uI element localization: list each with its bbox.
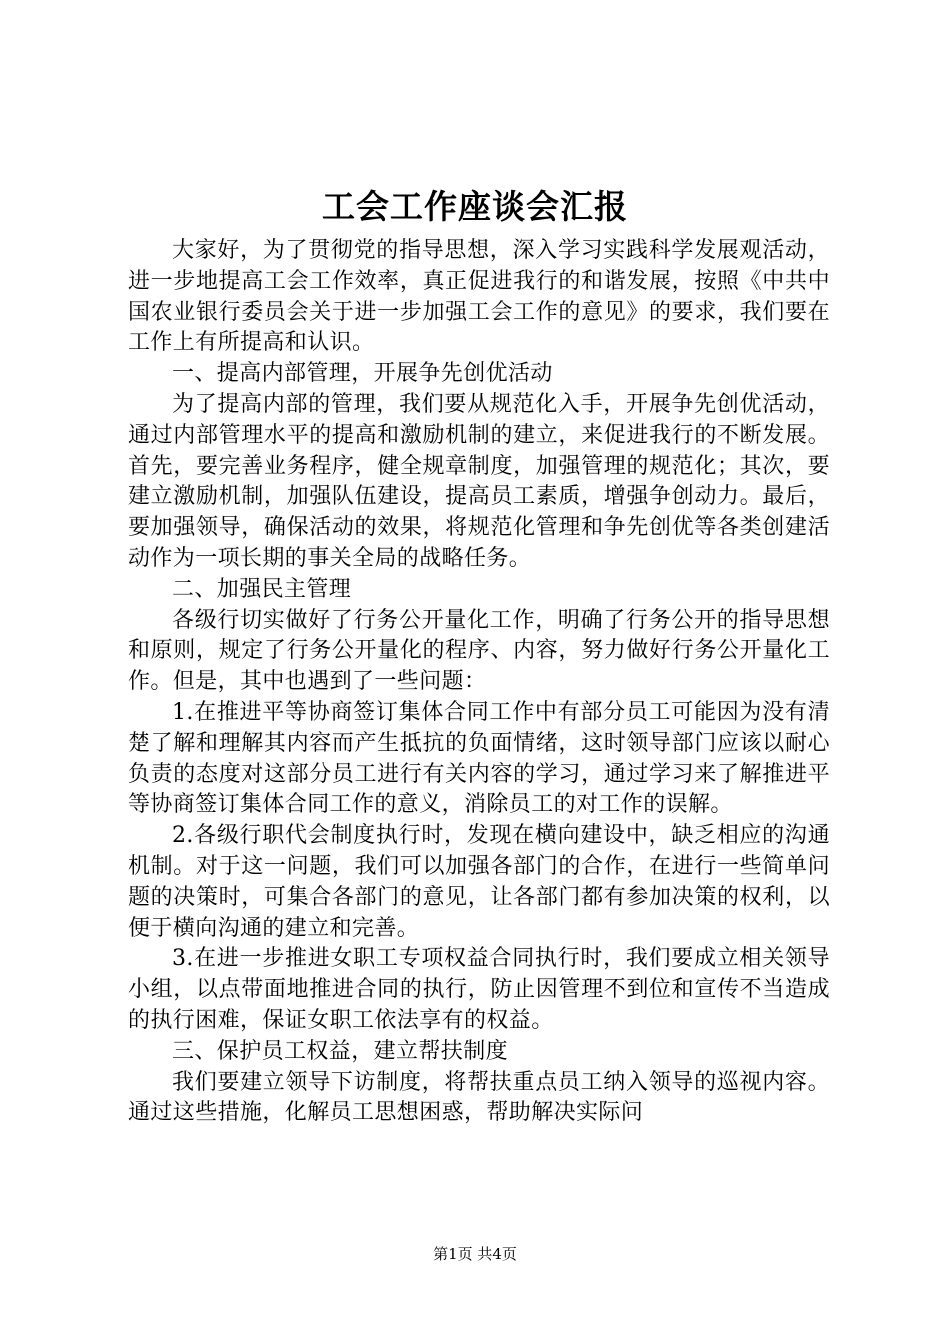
section-2-paragraph: 各级行切实做好了行务公开量化工作，明确了行务公开的指导思想和原则，规定了行务公开量化的程序、内容，努力做好行务公开量化工作。但是，其中也遇到了一些问题：: [128, 607, 830, 695]
document-title: 工会工作座谈会汇报: [322, 187, 628, 226]
section-2-item-2: 2.各级行职代会制度执行时，发现在横向建设中，缺乏相应的沟通机制。对于这一问题，我们可以加强各部门的合作，在进行一些简单问题的决策时，可集合各部门的意见，让各部门都有参加决策的权利，以便于横向沟通的建立和完善。: [128, 823, 830, 941]
intro-paragraph: 大家好，为了贯彻党的指导思想，深入学习实践科学发展观活动，进一步地提高工会工作效率，真正促进我行的和谐发展，按照《中共中国农业银行委员会关于进一步加强工会工作的意见》的要求，我们要在工作上有所提高和认识。: [128, 238, 830, 356]
section-heading-2: 二、加强民主管理: [172, 576, 352, 602]
page-footer: 第1页 共4页: [433, 1245, 517, 1263]
section-2-item-3: 3.在进一步推进女职工专项权益合同执行时，我们要成立相关领导小组，以点带面地推进合同的执行，防止因管理不到位和宣传不当造成的执行困难，保证女职工依法享有的权益。: [128, 946, 830, 1033]
section-1-paragraph: 为了提高内部的管理，我们要从规范化入手，开展争先创优活动，通过内部管理水平的提高和激励机制的建立，来促进我行的不断发展。首先，要完善业务程序，健全规章制度，加强管理的规范化；其次，要建立激励机制，加强队伍建设，提高员工素质，增强争创动力。最后，要加强领导，确保活动的效果，将规范化管理和争先创优等各类创建活动作为一项长期的事关全局的战略任务。: [128, 391, 830, 571]
section-heading-3: 三、保护员工权益，建立帮扶制度: [172, 1038, 509, 1064]
section-heading-1: 一、提高内部管理，开展争先创优活动: [172, 361, 553, 387]
document-body: [128, 236, 830, 1129]
section-3-paragraph: 我们要建立领导下访制度，将帮扶重点员工纳入领导的巡视内容。通过这些措施，化解员工思想困惑，帮助解决实际问: [128, 1069, 830, 1126]
section-2-item-1: 1.在推进平等协商签订集体合同工作中有部分员工可能因为没有清楚了解和理解其内容而产生抵抗的负面情绪，这时领导部门应该以耐心负责的态度对这部分员工进行有关内容的学习，通过学习来了解推进平等协商签订集体合同工作的意义，消除员工的对工作的误解。: [128, 699, 830, 818]
